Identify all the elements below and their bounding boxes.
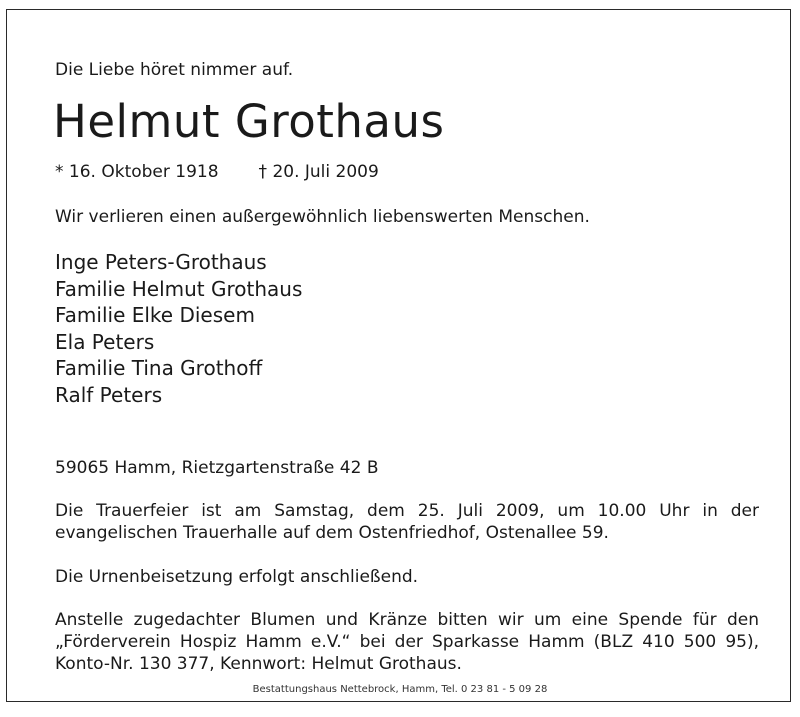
motto-text: Die Liebe höret nimmer auf. <box>55 60 294 80</box>
mourner-item: Familie Tina Grothoff <box>55 356 263 380</box>
mourner-item: Ela Peters <box>55 329 155 354</box>
mourner-item: Ralf Peters <box>55 382 163 407</box>
funeral-home-footer: Bestattungshaus Nettebrock, Hamm, Tel. 0 23 81 - 5 09 28 <box>252 684 548 695</box>
mourner-item: Familie Helmut Grothaus <box>55 276 303 301</box>
family-address: 59065 Hamm, Rietzgartenstraße 42 B <box>55 458 379 478</box>
obituary-notice <box>6 9 791 702</box>
deceased-name: Helmut Grothaus <box>53 95 445 148</box>
mourners-list <box>55 249 302 408</box>
mourner-item: Inge Peters-Grothaus <box>55 250 267 274</box>
urn-burial-paragraph: Die Urnenbeisetzung erfolgt anschließend. <box>55 567 419 587</box>
donation-paragraph: Anstelle zugedachter Blumen und Kränze bitten wir um eine Spende für den „Förderverein Hospiz Hamm e.V.“ bei der Sparkasse Hamm (BLZ 410 500 95), Konto-Nr. 130 377, Kennwort: Helmut Grothaus. <box>55 610 759 674</box>
birth-date: * 16. Oktober 1918 <box>55 162 219 182</box>
mourner-item: Familie Elke Diesem <box>55 303 255 327</box>
death-date: † 20. Juli 2009 <box>258 162 379 182</box>
intro-text: Wir verlieren einen außergewöhnlich liebenswerten Menschen. <box>55 207 590 227</box>
life-dates <box>55 162 379 182</box>
ceremony-paragraph: Die Trauerfeier ist am Samstag, dem 25. Juli 2009, um 10.00 Uhr in der evangelischen Trauerhalle auf dem Ostenfriedhof, Ostenallee 59. <box>55 501 759 543</box>
